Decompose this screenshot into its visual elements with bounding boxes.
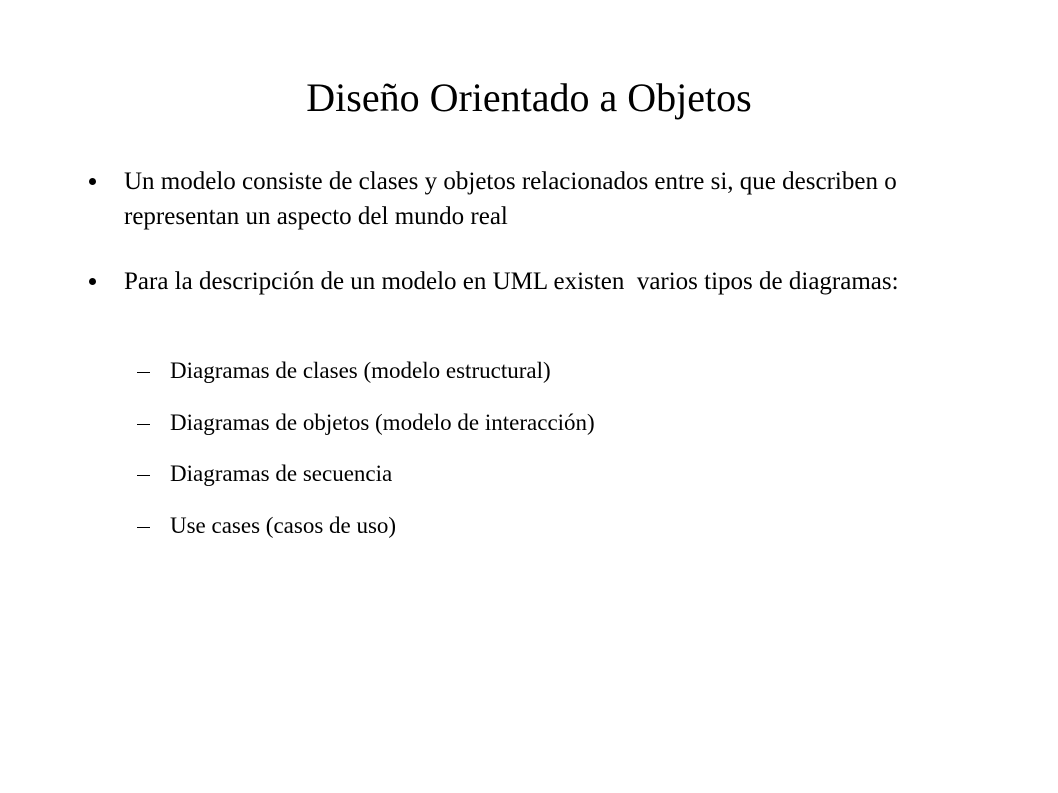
- sub-bullet-item: [170, 356, 930, 386]
- sub-bullet-text: Use cases (casos de uso): [170, 513, 397, 538]
- sub-bullet-item: [170, 408, 930, 438]
- bullet-text: Para la descripción de un modelo en UML existen varios tipos de diagramas:: [124, 268, 899, 295]
- sub-bullet-item: [170, 511, 930, 541]
- bullet-text: Un modelo consiste de clases y objetos relacionados entre si, que describen o representan un aspecto del mundo real: [124, 168, 897, 230]
- bullet-item: [124, 164, 984, 234]
- dash-icon: [137, 475, 150, 476]
- sub-bullet-text: Diagramas de secuencia: [170, 461, 393, 486]
- bullet-item: [124, 264, 984, 299]
- slide-title: Diseño Orientado a Objetos: [306, 75, 752, 120]
- sub-bullet-item: [170, 459, 930, 489]
- dash-icon: [137, 372, 150, 373]
- bullet-dot-icon: [89, 278, 96, 285]
- sub-bullet-text: Diagramas de clases (modelo estructural): [170, 358, 551, 383]
- dash-icon: [137, 527, 150, 528]
- bullet-dot-icon: [89, 178, 96, 185]
- sub-bullet-text: Diagramas de objetos (modelo de interacción): [170, 410, 595, 435]
- dash-icon: [137, 424, 150, 425]
